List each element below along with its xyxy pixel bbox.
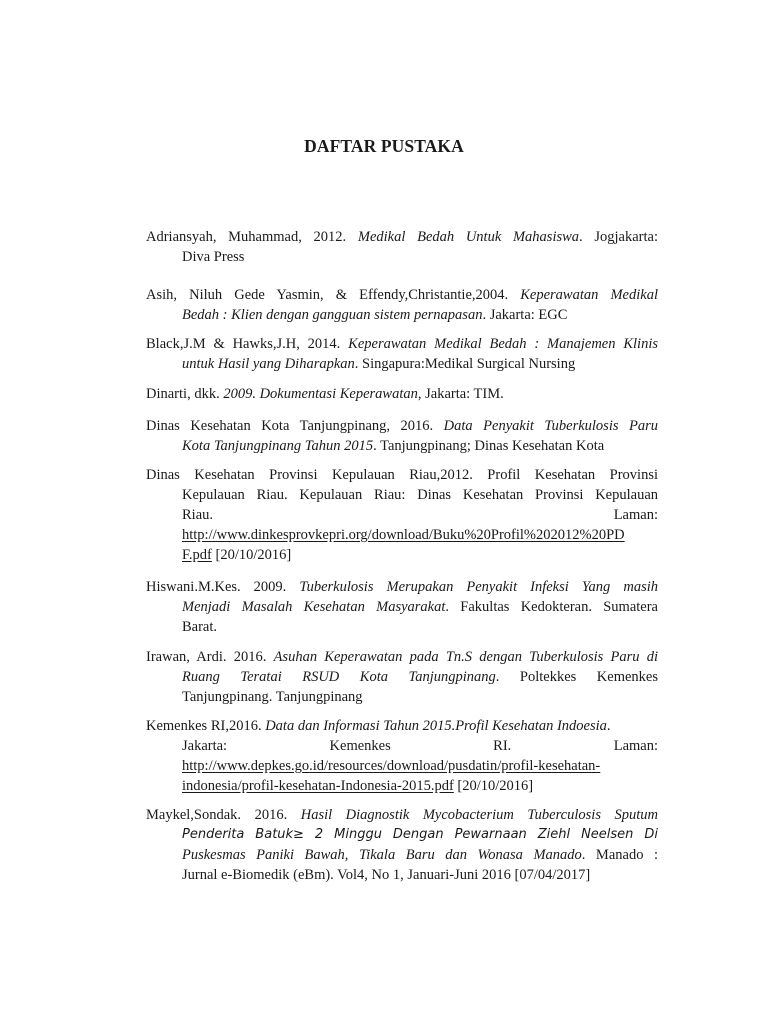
page-title: DAFTAR PUSTAKA: [304, 136, 464, 156]
reference-line: [146, 354, 658, 374]
reference-title: untuk Hasil yang Diharapkan: [182, 356, 355, 372]
reference-title: Keperawatan Medikal Bedah : Manajemen Klinis: [348, 336, 658, 352]
reference-line: [146, 577, 658, 597]
reference-author: Asih, Niluh Gede Yasmin, & Effendy,Christantie,2004.: [146, 287, 521, 303]
reference-line: Jurnal e-Biomedik (eBm). Vol4, No 1, Januari-Juni 2016 [07/04/2017]: [182, 867, 591, 883]
access-date: [20/10/2016]: [211, 547, 292, 563]
reference-line: [146, 334, 658, 354]
reference-publisher: . Jakarta: EGC: [482, 307, 568, 323]
reference-publisher: . Tanjungpinang; Dinas Kesehatan Kota: [373, 438, 605, 454]
reference-title: Data Penyakit Tuberkulosis Paru: [443, 418, 658, 434]
reference-title: Bedah : Klien dengan gangguan sistem pernapasan: [182, 307, 483, 323]
reference-link[interactable]: F.pdf: [182, 547, 212, 563]
reference-entry: [146, 285, 658, 325]
reference-publisher: . Fakultas Kedokteran. Sumatera: [445, 599, 658, 615]
reference-title: Tuberkulosis Merupakan Penyakit Infeksi Yang masih: [299, 579, 658, 595]
reference-line: Barat.: [182, 619, 218, 635]
reference-title: Medikal Bedah Untuk Mahasiswa: [357, 229, 580, 245]
reference-line: [146, 845, 658, 865]
reference-publisher: . Singapura:Medikal Surgical Nursing: [354, 356, 576, 372]
reference-author: Irawan, Ardi. 2016.: [146, 649, 274, 665]
reference-line: [146, 597, 658, 617]
reference-title: Keperawatan Medikal: [520, 287, 658, 303]
reference-line: [146, 227, 658, 247]
reference-line: Penderita Batuk≥ 2 Minggu Dengan Pewarnaan Ziehl Neelsen Di: [182, 827, 658, 842]
reference-entry: [146, 334, 658, 374]
reference-line: [146, 525, 658, 545]
reference-publisher: , Jakarta: TIM.: [417, 386, 504, 402]
reference-author: Maykel,Sondak. 2016.: [146, 807, 301, 823]
reference-author: Hiswani.M.Kes. 2009.: [146, 579, 300, 595]
reference-title: Data dan Informasi Tahun 2015.Profil Kesehatan Indoesia: [265, 718, 607, 734]
reference-line: [146, 647, 658, 667]
reference-entry: [146, 647, 658, 707]
reference-line: Riau. Laman:: [182, 507, 658, 523]
reference-line: [146, 545, 658, 565]
reference-line: [146, 285, 658, 305]
reference-entry: [146, 716, 658, 796]
reference-author: Dinarti, dkk.: [146, 386, 224, 402]
reference-link[interactable]: http://www.dinkesprovkepri.org/download/Buku%20Profil%202012%20PD: [182, 527, 625, 543]
reference-entry: [146, 465, 658, 565]
reference-line: Jakarta: Kemenkes RI. Laman:: [182, 738, 658, 754]
reference-entry: [146, 384, 658, 404]
reference-line: [146, 805, 658, 825]
reference-title: Asuhan Keperawatan pada Tn.S dengan Tuberkulosis Paru di: [273, 649, 658, 665]
reference-line: [146, 416, 658, 436]
reference-publisher: . Poltekkes Kemenkes: [495, 669, 658, 685]
reference-title: Ruang Teratai RSUD Kota Tanjungpinang: [182, 669, 496, 685]
reference-title: Hasil Diagnostik Mycobacterium Tuberculosis Sputum: [300, 807, 658, 823]
reference-line: [146, 776, 658, 796]
reference-link[interactable]: http://www.depkes.go.id/resources/download/pusdatin/profil-kesehatan-: [182, 758, 601, 774]
reference-entry: [146, 577, 658, 637]
reference-link[interactable]: indonesia/profil-kesehatan-Indonesia-2015.pdf: [182, 778, 454, 794]
reference-author: Dinas Kesehatan Kota Tanjungpinang, 2016.: [146, 418, 444, 434]
reference-entry: [146, 227, 658, 267]
reference-line: [146, 667, 658, 687]
reference-entry: [146, 416, 658, 456]
reference-author: Kemenkes RI,2016.: [146, 718, 266, 734]
access-date: [20/10/2016]: [453, 778, 534, 794]
reference-author: Adriansyah, Muhammad, 2012.: [146, 229, 358, 245]
reference-line: Diva Press: [182, 249, 245, 265]
reference-publisher: . Manado :: [581, 847, 658, 863]
reference-title: 2009. Dokumentasi Keperawatan: [223, 386, 418, 402]
reference-line: Kepulauan Riau. Kepulauan Riau: Dinas Kesehatan Provinsi Kepulauan: [182, 487, 658, 503]
reference-title: Puskesmas Paniki Bawah, Tikala Baru dan Wonasa Manado: [182, 847, 582, 863]
reference-line: [146, 756, 658, 776]
reference-line: Kemenkes RI,2016. Data dan Informasi Tahun 2015.Profil Kesehatan Indoesia.: [146, 718, 611, 734]
reference-line: Dinas Kesehatan Provinsi Kepulauan Riau,2012. Profil Kesehatan Provinsi: [146, 467, 658, 483]
reference-title: Menjadi Masalah Kesehatan Masyarakat: [182, 599, 446, 615]
reference-line: [146, 384, 658, 404]
reference-title: Kota Tanjungpinang Tahun 2015: [182, 438, 374, 454]
reference-line: [146, 305, 658, 325]
reference-author: Black,J.M & Hawks,J.H, 2014.: [146, 336, 349, 352]
reference-entry: [146, 805, 658, 885]
reference-line: Tanjungpinang. Tanjungpinang: [182, 689, 363, 705]
reference-line: [146, 436, 658, 456]
reference-publisher: . Jogjakarta:: [579, 229, 658, 245]
